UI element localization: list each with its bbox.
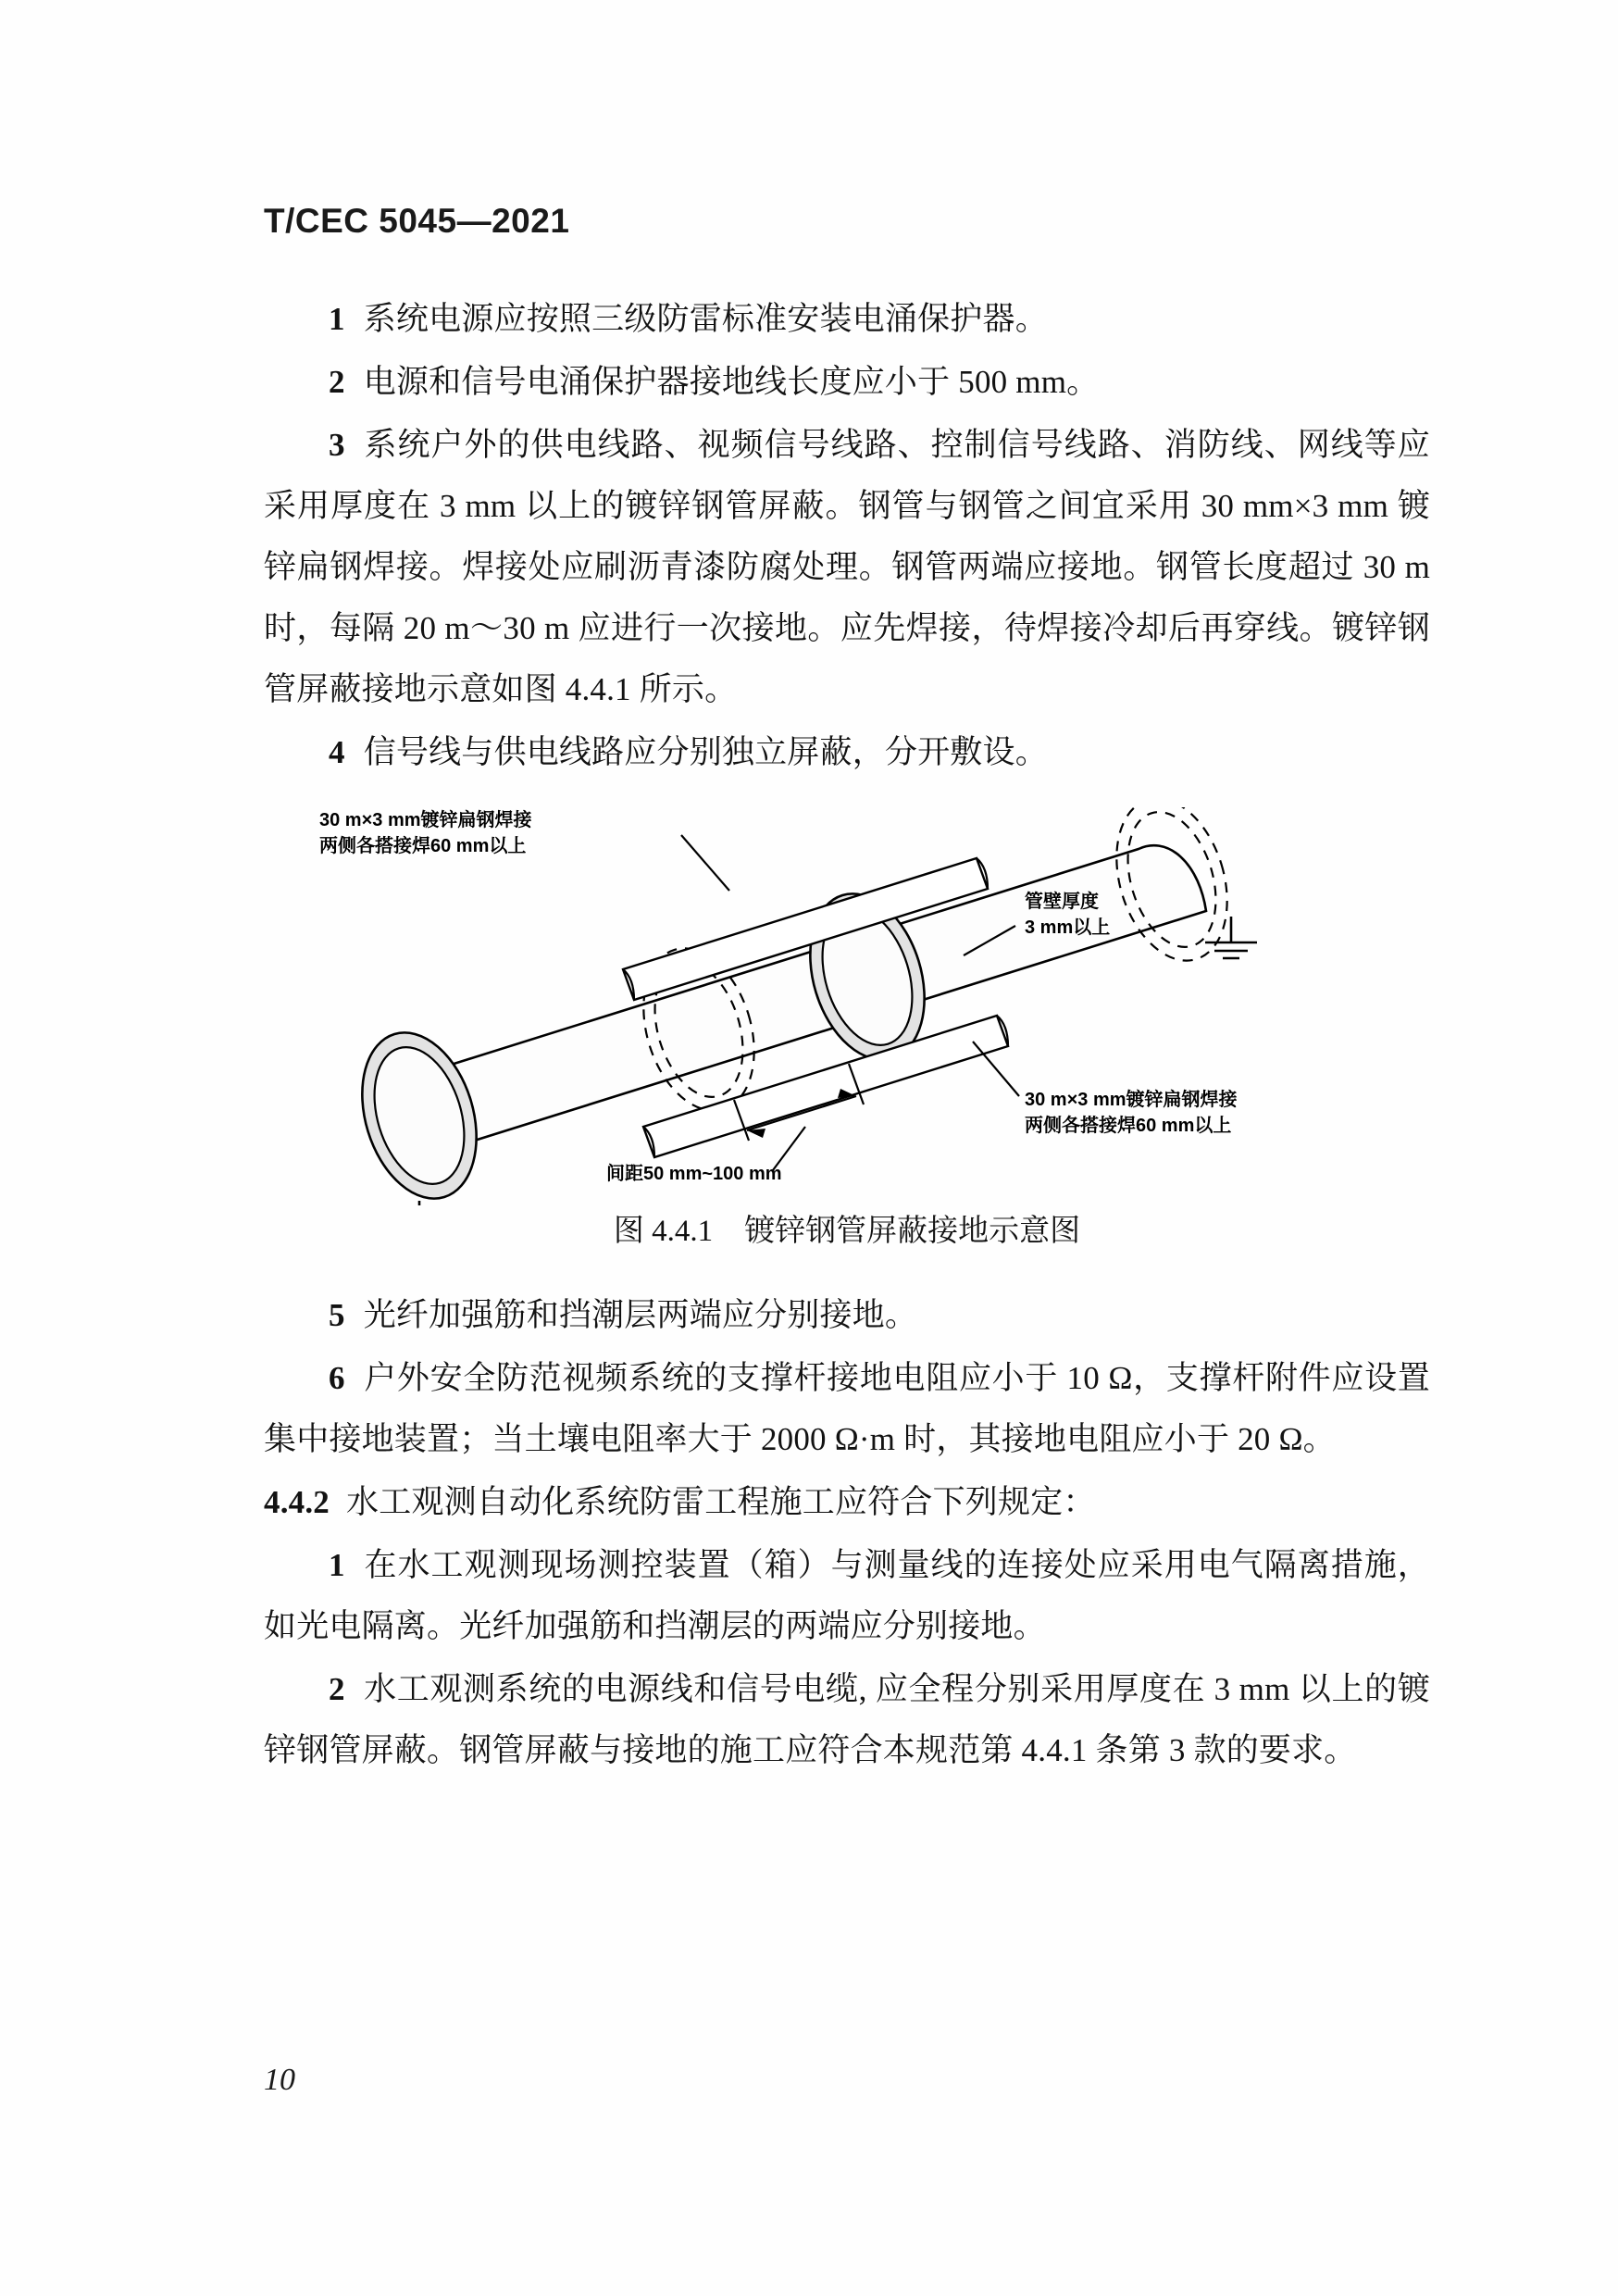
section-4-4-2-clause-2 <box>264 1659 1430 1781</box>
annotation-spacing: 间距50 mm~100 mm <box>606 1164 782 1184</box>
page-number: 10 <box>264 2063 295 2097</box>
clause-2-text: 电源和信号电涌保护器接地线长度应小于 500 mm。 <box>363 364 1100 400</box>
clause-4-text: 信号线与供电线路应分别独立屏蔽，分开敷设。 <box>363 734 1048 770</box>
top-strap-leader <box>681 835 729 891</box>
clause-6 <box>264 1348 1430 1470</box>
section-4-4-2-clause-1-text: 在水工观测现场测控装置（箱）与测量线的连接处应采用电气隔离措施，如光电隔离。光纤加强筋和挡潮层的两端应分别接地。 <box>264 1547 1430 1644</box>
annotation-top-strap-line1: 30 m×3 mm镀锌扁钢焊接 <box>319 810 532 830</box>
clause-3 <box>264 415 1430 720</box>
clause-6-marker: 6 <box>329 1360 345 1396</box>
figure-caption-number: 图 4.4.1 <box>613 1215 714 1248</box>
clause-5-marker: 5 <box>329 1297 345 1333</box>
clause-3-text: 系统户外的供电线路、视频信号线路、控制信号线路、消防线、网线等应采用厚度在 3 mm 以上的镀锌钢管屏蔽。钢管与钢管之间宜采用 30 mm×3 mm 镀锌扁钢焊接。焊接处应刷沥青漆防腐处理。钢管两端应接地。钢管长度超过 30 m 时，每隔 20 m～30 m 应进行一次接地。应先焊接，待焊接冷却后再穿线。镀锌钢管屏蔽接地示意如图 4.4.1 所示。 <box>264 427 1430 707</box>
annotation-bottom-strap-line2: 两侧各搭接焊60 mm以上 <box>1025 1116 1232 1136</box>
clause-5 <box>264 1285 1430 1346</box>
clause-1-text: 系统电源应按照三级防雷标准安装电涌保护器。 <box>363 301 1048 337</box>
page-content <box>264 202 1430 1783</box>
section-4-4-2-number: 4.4.2 <box>264 1484 330 1520</box>
annotation-wall-thickness-line2: 3 mm以上 <box>1025 917 1111 938</box>
galvanized-pipe-shield-diagram <box>301 807 1393 1205</box>
clause-3-marker: 3 <box>329 427 345 463</box>
section-4-4-2-clause-1 <box>264 1535 1430 1657</box>
clause-4 <box>264 722 1430 783</box>
clause-1-marker: 1 <box>329 301 345 337</box>
section-4-4-2-clause-2-text: 水工观测系统的电源线和信号电缆, 应全程分别采用厚度在 3 mm 以上的镀锌钢管屏蔽。钢管屏蔽与接地的施工应符合本规范第 4.4.1 条第 3 款的要求。 <box>264 1671 1430 1768</box>
section-4-4-2-heading <box>264 1472 1430 1533</box>
annotation-top-strap-line2: 两侧各搭接焊60 mm以上 <box>319 836 527 856</box>
clause-2-marker: 2 <box>329 364 345 400</box>
annotation-wall-thickness-line1: 管壁厚度 <box>1025 892 1099 912</box>
figure-4-4-1 <box>264 807 1430 1205</box>
section-4-4-2-clause-2-marker: 2 <box>329 1671 345 1707</box>
annotation-bottom-strap-line1: 30 m×3 mm镀锌扁钢焊接 <box>1025 1090 1238 1110</box>
section-4-4-2-clause-1-marker: 1 <box>329 1547 345 1583</box>
running-header: T/CEC 5045—2021 <box>264 202 570 240</box>
clause-1 <box>264 289 1430 350</box>
clause-6-text: 户外安全防范视频系统的支撑杆接地电阻应小于 10 Ω，支撑杆附件应设置集中接地装置；当土壤电阻率大于 2000 Ω·m 时，其接地电阻应小于 20 Ω。 <box>264 1360 1430 1457</box>
figure-caption-title: 镀锌钢管屏蔽接地示意图 <box>744 1215 1081 1248</box>
clause-5-text: 光纤加强筋和挡潮层两端应分别接地。 <box>363 1297 918 1333</box>
section-4-4-2-title: 水工观测自动化系统防雷工程施工应符合下列规定： <box>346 1484 1096 1520</box>
clause-2 <box>264 352 1430 413</box>
clause-4-marker: 4 <box>329 734 345 770</box>
figure-caption <box>264 1209 1430 1254</box>
